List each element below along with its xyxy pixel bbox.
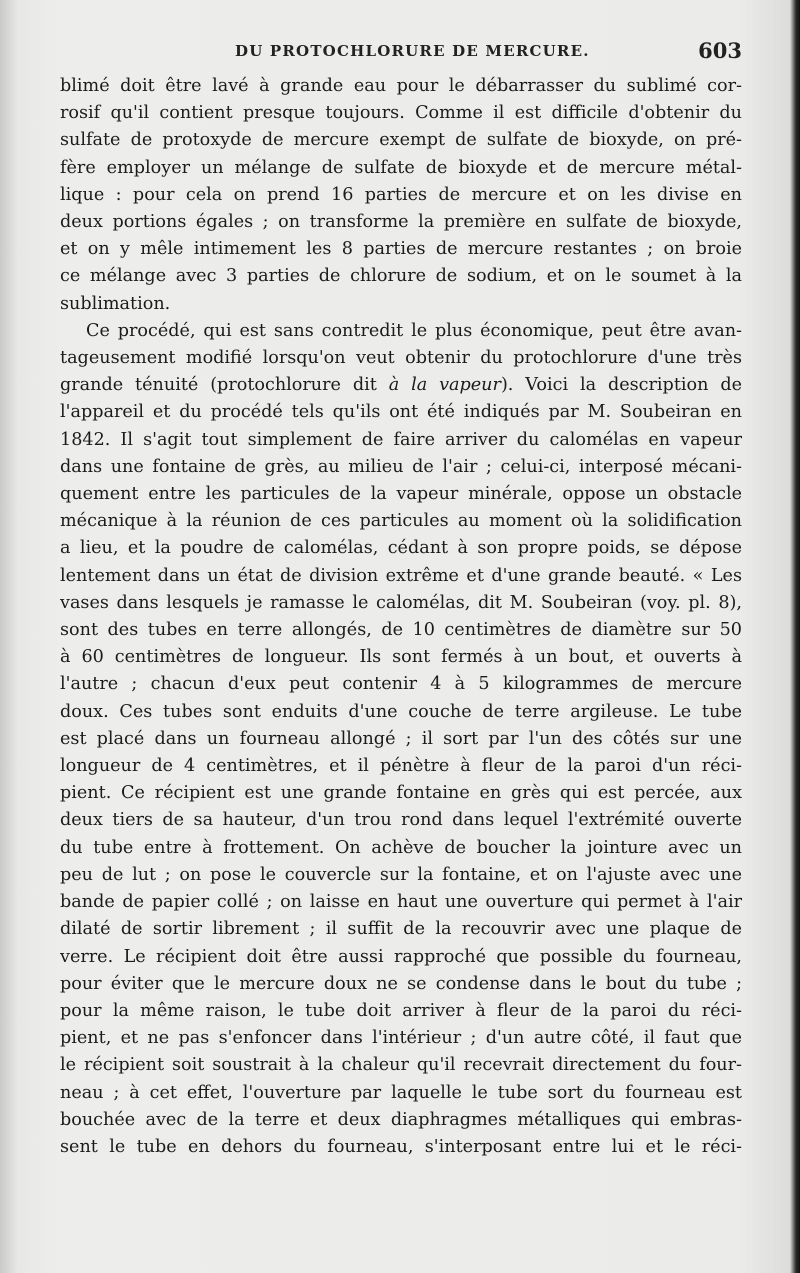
text-line: pour éviter que le mercure doux ne se condense dans le bout du tube ;: [60, 973, 742, 994]
text-line: 1842. Il s'agit tout simplement de faire arriver du calomélas en vapeur: [60, 429, 742, 450]
text-line: et on y mêle intimement les 8 parties de mercure restantes ; on broie: [60, 239, 742, 260]
text-line: du tube entre à frottement. On achève de boucher la jointure avec un: [60, 837, 742, 858]
text-line: Ce procédé, qui est sans contredit le plus économique, peut être avan-: [86, 320, 742, 341]
text-line: mécanique à la réunion de ces particules au moment où la solidification: [60, 511, 742, 532]
text-line: verre. Le récipient doit être aussi rapproché que possible du fourneau,: [60, 946, 742, 967]
text-line: l'appareil et du procédé tels qu'ils ont été indiqués par M. Soubeiran en: [60, 402, 742, 423]
text-fragment: ). Voici la description de: [500, 375, 743, 396]
text-line: fère employer un mélange de sulfate de bioxyde et de mercure métal-: [60, 157, 742, 178]
text-line: l'autre ; chacun d'eux peut contenir 4 à 5 kilogrammes de mercure: [60, 674, 742, 695]
text-line: rosif qu'il contient presque toujours. Comme il est difficile d'obtenir du: [60, 103, 742, 124]
text-line: pient. Ce récipient est une grande fontaine en grès qui est percée, aux: [60, 783, 742, 804]
paragraph-1: [60, 73, 742, 318]
italic-phrase: à la vapeur: [388, 375, 501, 396]
page-number: 603: [698, 38, 742, 63]
page-header: [60, 38, 742, 68]
text-line: bande de papier collé ; on laisse en haut une ouverture qui permet à l'air: [60, 892, 742, 913]
text-line: sent le tube en dehors du fourneau, s'interposant entre lui et le réci-: [60, 1136, 742, 1157]
text-line: neau ; à cet effet, l'ouverture par laquelle le tube sort du fourneau est: [60, 1082, 742, 1103]
text-line: dilaté de sortir librement ; il suffit de la recouvrir avec une plaque de: [60, 919, 742, 940]
text-line: pour la même raison, le tube doit arriver à fleur de la paroi du réci-: [60, 1000, 742, 1021]
text-line: bouchée avec de la terre et deux diaphragmes métalliques qui embras-: [60, 1109, 742, 1130]
text-line: dans une fontaine de grès, au milieu de l'air ; celui-ci, interposé mécani-: [60, 456, 742, 477]
running-title: DU PROTOCHLORURE DE MERCURE.: [235, 42, 590, 60]
text-line: deux tiers de sa hauteur, d'un trou rond dans lequel l'extrémité ouverte: [60, 810, 742, 831]
text-line: lentement dans un état de division extrême et d'une grande beauté. « Les: [60, 565, 742, 586]
text-line: sublimation.: [60, 293, 171, 314]
text-line: peu de lut ; on pose le couvercle sur la fontaine, et on l'ajuste avec une: [60, 864, 742, 885]
text-line: le récipient soit soustrait à la chaleur qu'il recevrait directement du four-: [60, 1055, 742, 1076]
text-line: a lieu, et la poudre de calomélas, cédant à son propre poids, se dépose: [60, 538, 742, 559]
paragraph-2: [60, 318, 742, 1161]
text-line: sont des tubes en terre allongés, de 10 centimètres de diamètre sur 50: [60, 620, 742, 641]
body-text: [60, 73, 742, 1161]
text-line: doux. Ces tubes sont enduits d'une couche de terre argileuse. Le tube: [60, 701, 742, 722]
text-line: longueur de 4 centimètres, et il pénètre à fleur de la paroi d'un réci-: [60, 756, 742, 777]
text-line: tageusement modifié lorsqu'on veut obtenir du protochlorure d'une très: [60, 348, 742, 369]
text-line: ce mélange avec 3 parties de chlorure de sodium, et on le soumet à la: [60, 266, 742, 287]
text-fragment: grande ténuité (protochlorure dit: [60, 375, 377, 396]
text-line: lique : pour cela on prend 16 parties de mercure et on les divise en: [60, 184, 742, 205]
text-line: blimé doit être lavé à grande eau pour le débarrasser du sublimé cor-: [60, 76, 742, 96]
text-line: à 60 centimètres de longueur. Ils sont fermés à un bout, et ouverts à: [60, 647, 742, 668]
text-line: est placé dans un fourneau allongé ; il sort par l'un des côtés sur une: [60, 728, 742, 749]
text-line: deux portions égales ; on transforme la première en sulfate de bioxyde,: [60, 212, 742, 233]
text-line: vases dans lesquels je ramasse le calomélas, dit M. Soubeiran (voy. pl. 8),: [60, 592, 742, 613]
text-line: sulfate de protoxyde de mercure exempt de sulfate de bioxyde, on pré-: [60, 130, 742, 151]
text-line: quement entre les particules de la vapeur minérale, oppose un obstacle: [60, 484, 742, 505]
text-line-with-italic: [60, 372, 742, 399]
text-line: pient, et ne pas s'enfoncer dans l'intérieur ; d'un autre côté, il faut que: [60, 1028, 742, 1049]
